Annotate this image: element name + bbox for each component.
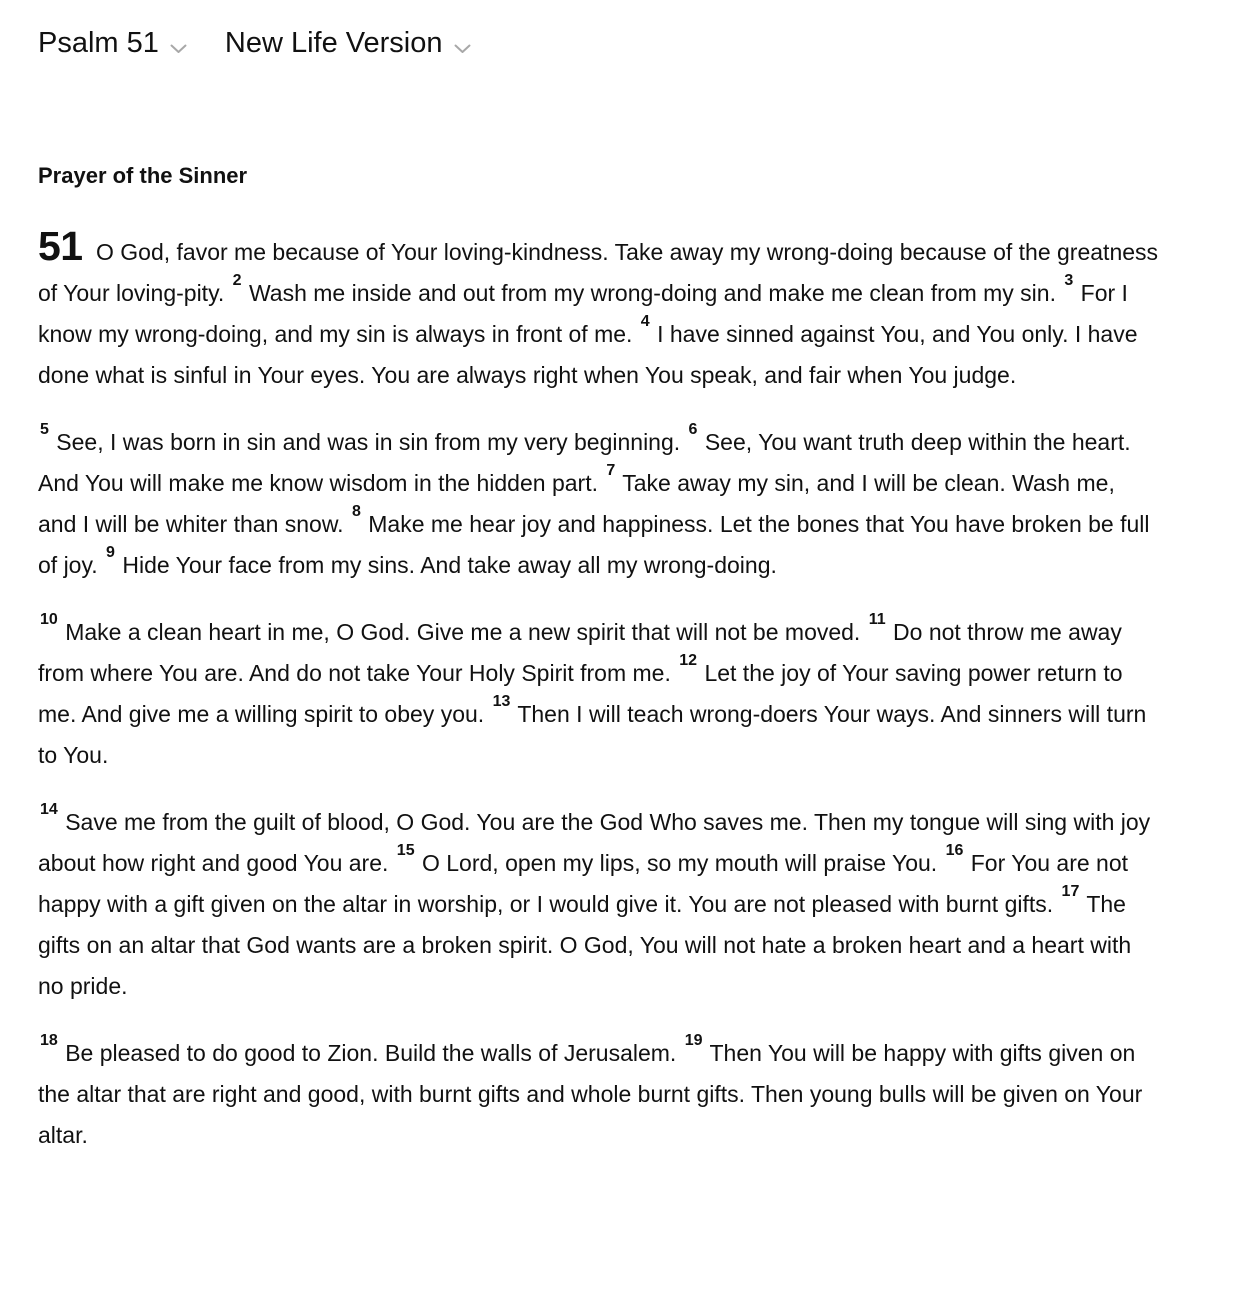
verse-number: 4 bbox=[640, 313, 650, 331]
version-selector-label: New Life Version bbox=[224, 27, 443, 59]
verse-number: 19 bbox=[684, 1032, 703, 1050]
verse-text: Make me hear joy and happiness. Let the bones that You have broken be full of joy. bbox=[38, 511, 1150, 578]
verse-text: Hide Your face from my sins. And take away all my wrong-doing. bbox=[122, 552, 777, 578]
passage-selector-label: Psalm 51 bbox=[38, 27, 159, 59]
verse-text: Make a clean heart in me, O God. Give me a new spirit that will not be moved. bbox=[65, 619, 861, 645]
verse-text: O Lord, open my lips, so my mouth will praise You. bbox=[421, 850, 938, 876]
verse-number: 18 bbox=[40, 1032, 58, 1050]
verse-text: For I know my wrong-doing, and my sin is always in front of me. bbox=[38, 280, 1128, 347]
chapter-number: 51 bbox=[38, 223, 83, 269]
verse-paragraph bbox=[38, 422, 1159, 586]
verse-paragraph bbox=[38, 223, 1159, 396]
verse-number: 9 bbox=[106, 544, 115, 562]
verse-text: Be pleased to do good to Zion. Build the walls of Jerusalem. bbox=[65, 1040, 677, 1066]
verse-paragraph bbox=[38, 612, 1159, 776]
verse-number: 7 bbox=[606, 462, 616, 480]
verse-text: Do not throw me away from where You are. And do not take Your Holy Spirit from me. bbox=[38, 619, 1122, 686]
passage-heading: Prayer of the Sinner bbox=[38, 163, 248, 188]
verse-number: 8 bbox=[351, 503, 361, 521]
verse-number: 12 bbox=[679, 652, 698, 670]
version-selector[interactable] bbox=[225, 22, 471, 64]
verse-text: See, You want truth deep within the heart. And You will make me know wisdom in the hidden part. bbox=[38, 429, 1131, 496]
verse-paragraph bbox=[38, 1033, 1159, 1156]
verse-number: 5 bbox=[40, 421, 49, 439]
verse-text: Wash me inside and out from my wrong-doing and make me clean from my sin. bbox=[248, 280, 1056, 306]
verse-number: 10 bbox=[40, 611, 58, 629]
verse-number: 2 bbox=[232, 272, 242, 290]
verse-text: O God, favor me because of Your loving-kindness. Take away my wrong-doing because of the greatness of Your loving-pity. bbox=[38, 239, 1159, 306]
verse-text: Take away my sin, and I will be clean. Wash me, and I will be whiter than snow. bbox=[38, 470, 1115, 537]
verse-text: The gifts on an altar that God wants are a broken spirit. O God, You will not hate a broken heart and a heart with no pride. bbox=[38, 891, 1132, 999]
verse-text: I have sinned against You, and You only. I have done what is sinful in Your eyes. You are always right when You speak, and fair when You judge. bbox=[38, 321, 1138, 388]
verse-number: 13 bbox=[492, 693, 511, 711]
verse-text: Then You will be happy with gifts given on the altar that are right and good, with burnt gifts and whole burnt gifts. Then young bulls will be given on Your altar. bbox=[38, 1040, 1143, 1148]
verse-number: 15 bbox=[396, 842, 415, 860]
verse-text: Then I will teach wrong-doers Your ways. And sinners will turn to You. bbox=[38, 701, 1147, 768]
verse-number: 3 bbox=[1064, 272, 1074, 290]
passage-selector[interactable] bbox=[38, 22, 187, 64]
verse-number: 6 bbox=[688, 421, 698, 439]
verse-number: 14 bbox=[40, 801, 58, 819]
verse-number: 16 bbox=[945, 842, 964, 860]
verse-number: 17 bbox=[1061, 883, 1080, 901]
verse-text: Save me from the guilt of blood, O God. You are the God Who saves me. Then my tongue will sing with joy about how right and good You are. bbox=[38, 809, 1151, 876]
verse-paragraph bbox=[38, 802, 1159, 1007]
verse-text: See, I was born in sin and was in sin from my very beginning. bbox=[56, 429, 681, 455]
chevron-down-icon bbox=[454, 26, 471, 64]
verse-number: 11 bbox=[868, 611, 886, 629]
verse-text: For You are not happy with a gift given on the altar in worship, or I would give it. You are not pleased with burnt gifts. bbox=[38, 850, 1129, 917]
chevron-down-icon bbox=[170, 26, 187, 64]
verse-text: Let the joy of Your saving power return to me. And give me a willing spirit to obey you. bbox=[38, 660, 1123, 727]
reader-header bbox=[38, 22, 1159, 64]
